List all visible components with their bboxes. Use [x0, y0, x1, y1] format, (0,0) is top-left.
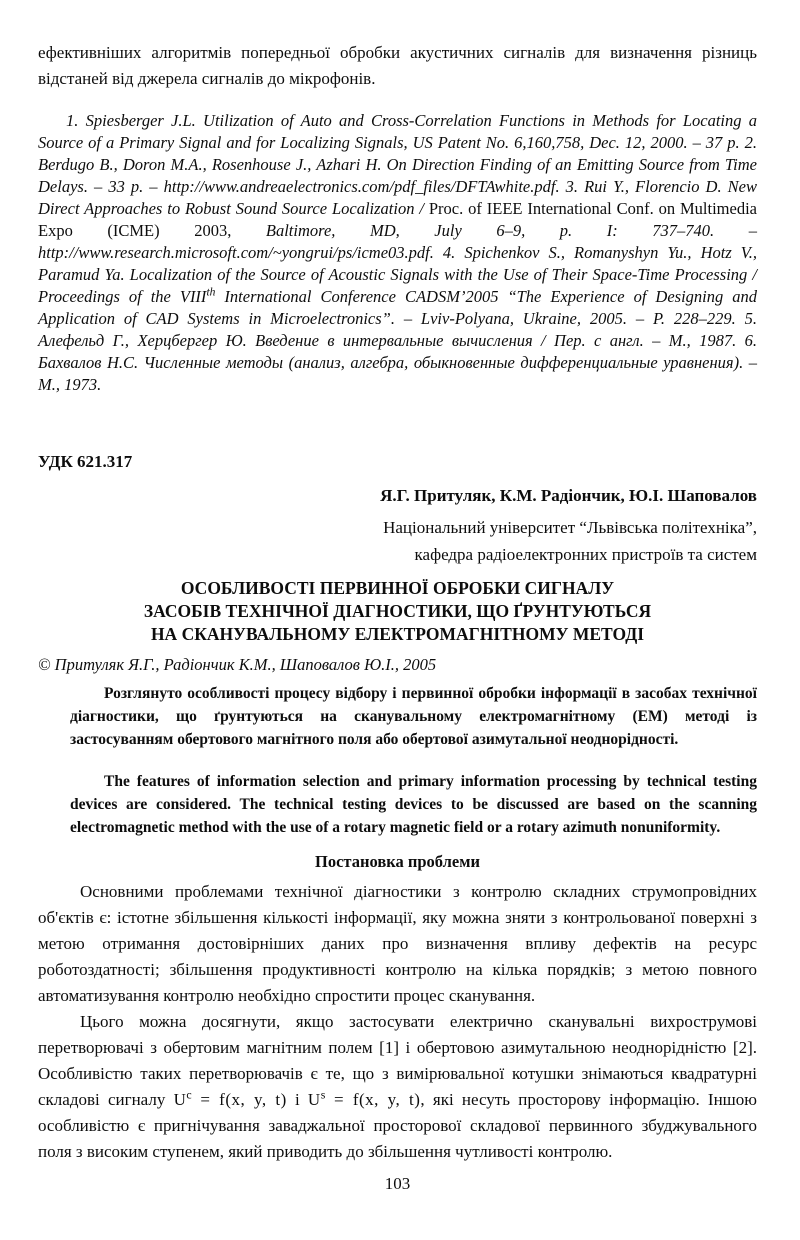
affiliation-block — [38, 514, 757, 568]
article-title-line-1: ОСОБЛИВОСТІ ПЕРВИННОЇ ОБРОБКИ СИГНАЛУ — [180, 578, 615, 598]
section-heading: Постановка проблеми — [315, 852, 480, 871]
authors-line: Я.Г. Притуляк, К.М. Радіончик, Ю.І. Шаповалов — [380, 486, 757, 505]
article-title-line-3: НА СКАНУВАЛЬНОМУ ЕЛЕКТРОМАГНІТНОМУ МЕТОДІ — [150, 624, 645, 644]
references-paragraph: 1. Spiesberger J.L. Utilization of Auto and Cross-Correlation Functions in Methods for Locating a Source of a Primary Signal and for Localizing Signals, US Patent No. 6,160,758, Dec. 12, 2000. – 37 p. 2. Berdugo B., Doron M.A., Rosenhouse J., Azhari H. On Direction Finding of an Emitting Source from Time Delays. – 33 p. – http://www.andreaelectronics.com/pdf_files/DFTAwhite.pdf. 3. Rui Y., Florencio D. New Direct Approaches to Robust Sound Source Localization / Proc. of IEEE International Conf. on Multimedia Expo (ICME) 2003, Baltimore, MD, July 6–9, p. I: 737–740. – http://www.research.microsoft.com/~yongrui/ps/icme03.pdf. 4. Spichenkov S., Romanyshyn Yu., Hotz V., Paramud Ya. Localization of the Source of Acoustic Signals with the Use of Their Space-Time Processing / Proceedings of the VIIIth International Conference CADSM’2005 “The Experience of Designing and Application of CAD Systems in Microelectronics”. – Lviv-Polyana, Ukraine, 2005. – P. 228–229. 5. Алефельд Г., Херцбергер Ю. Введение в интервальные вычисления / Пер. с англ. – М., 1987. 6. Бахвалов Н.С. Численные методы (анализ, алгебра, обыкновенные дифференциальные уравнения). – М., 1973. — [38, 111, 757, 394]
page-number: 103 — [384, 1174, 411, 1193]
affiliation-line-2: кафедра радіоелектронних пристроїв та систем — [414, 545, 757, 564]
udc-code: УДК 621.317 — [38, 452, 133, 471]
continuation-paragraph: ефективніших алгоритмів попередньої обробки акустичних сигналів для визначення різниць відстаней від джерела сигналів до мікрофонів. — [38, 43, 757, 88]
body-paragraph-2: Цього можна досягнути, якщо застосувати електрично сканувальні вихрострумові перетворювачі з обертовим магнітним полем [1] і обертовою азимутальною неоднорідністю [2]. Особливістю таких перетворювачів є те, що з вимірювальної котушки знімаються квадратурні складові сигналу $U^c = f(x$, y, t) і $U^s = f(x$, y, t), які несуть просторову інформацію. Іншою особливістю є пригнічування заваджальної просторової складової первинного збуджувального поля з високим ступенем, який приводить до збільшення чутливості контролю. — [38, 1012, 757, 1161]
article-title-line-2: ЗАСОБІВ ТЕХНІЧНОЇ ДІАГНОСТИКИ, ЩО ҐРУНТУЮТЬСЯ — [143, 601, 652, 621]
article-title — [38, 577, 757, 646]
affiliation-line-1: Національний університет “Львівська політехніка”, — [383, 518, 757, 537]
copyright-line: © Притуляк Я.Г., Радіончик К.М., Шаповалов Ю.І., 2005 — [38, 655, 437, 674]
abstract-ukrainian: Розглянуто особливості процесу відбору і первинної обробки інформації в засобах технічної діагностики, що ґрунтуються на сканувальному електромагнітному (ЕМ) методі із застосуванням обертового магнітного поля або обертової азимутальної неоднорідності. — [70, 685, 757, 748]
abstract-english: The features of information selection and primary information processing by technical testing devices are considered. The technical testing devices to be discussed are based on the scanning electromagnetic method with the use of a rotary magnetic field or a rotary azimuth nonuniformity. — [70, 773, 757, 836]
body-paragraph-1: Основними проблемами технічної діагностики з контролю складних струмопровідних об'єктів є: істотне збільшення кількості інформації, яку можна зняти з контрольованої поверхні з метою отримання достовірніших даних про визначення впливу дефектів на ресурс роботоздатності; збільшення продуктивності контролю на кілька порядків; з метою повного автоматизування контролю необхідно спростити процес сканування. — [38, 882, 757, 1005]
